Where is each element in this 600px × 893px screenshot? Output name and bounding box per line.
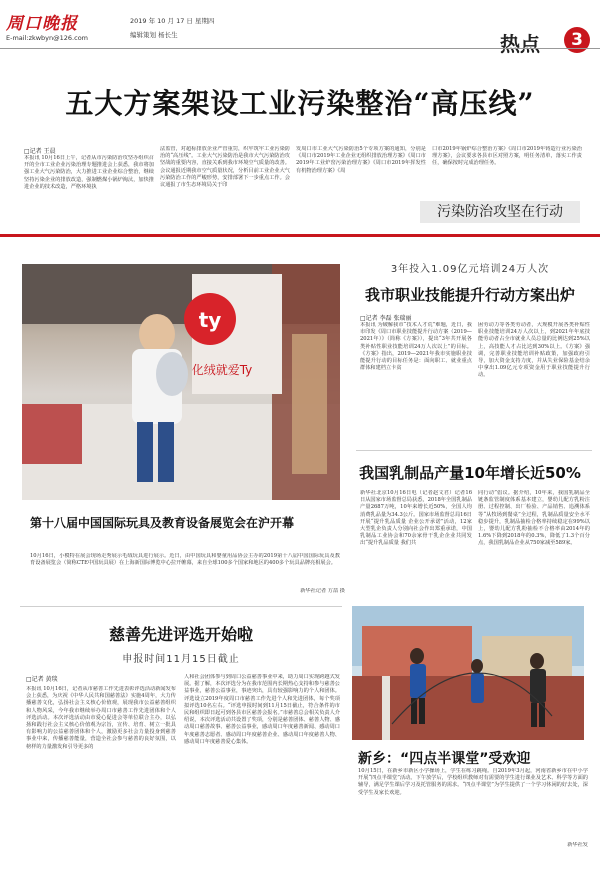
skills-title: 我市职业技能提升行动方案出炉 xyxy=(364,286,575,304)
issue-date: 2019 年 10 月 17 日 星期四 xyxy=(130,17,215,25)
page-number-badge: 3 xyxy=(564,27,590,53)
lead-column-2: 法监管，对超标排放企业严管重罚，织牢筑牢工业污染防治的“高压线”。工业大气污染防治是我市大气污染防治攻坚战的重要内容，直接关系到我市环境空气质量的改善。会议通报近期我市空气质量状况，分析目前工业企业大气污染防治工作的严峻形势，安排部署下一步重点工作。会议通报了市生态环境局关于印 xyxy=(160,146,290,189)
skills-byline: □记者 李磊 张瑞丽 xyxy=(360,315,412,322)
toy-expo-credit: 新华社记者 方喆 摄 xyxy=(300,588,345,594)
charity-title: 慈善先进评选开始啦 xyxy=(108,625,253,644)
newspaper-logo: 周口晚报 xyxy=(6,14,78,34)
dairy-column-1: 新华社北京10月16日电（记者赵文君）记者16日从国家市场监督总局获悉，2018年全国乳制品产量2687万吨，10年来增长近50%，全国人均消费乳品量为34.3公斤。国家市场监督总局16日开展“提升乳品质量 企业公开承诺”活动，12家大型乳企负责人分别向社会作出郑重承诺，中国乳制品工业协会和70余家骨干乳企企业共同发出“提升乳品质量 我们共 xyxy=(360,490,472,547)
lead-column-4: 口市2019年锅炉综合整治方案》《周口市2019年铸造行业污染治理方案》，会议要求各县市区对照方案，明任务清单，落实工作责任，确保按时完成治理任务。 xyxy=(432,146,582,167)
email: E-mail:zkwbyn@126.com xyxy=(6,34,89,42)
lead-column-1: 本报讯 10月16日上午，记者从市污染防治攻坚办组织召开的全市工业企业污染治理专题推进会上获悉，我市将加强工业大气污染防治，大力推进工业企业综合整治，继续坚持污染企业的排放改造，强制燃煤小锅炉淘汰，加快推进企业的技术改造，严格环境执 xyxy=(24,155,154,190)
charity-divider xyxy=(20,606,342,607)
section-title: 热点 xyxy=(500,32,540,56)
skills-column-2: 困劳动力等各类劳动者，大规模开展各类补贴性职业技能培训24万人次以上，到2021年年底技能劳动者占全市就业人员总量的比例达到25%以上，高技能人才占比达到30%以上。《方案》强调，完善职业技能培训补贴政策，加强政府引导，加大资金支持力度，并从失业保险基金结余中拿出1.09亿元专项资金用于职业技能提升行动。 xyxy=(478,322,590,379)
lead-byline: □记者 王晨 xyxy=(24,148,56,155)
charity-byline: □记者 黄琰 xyxy=(26,676,58,683)
charity-column-2: 人和社会团体参与到周口公益慈善事业中来，助力周口实现跨越式发展。据了解，本次评选分为在我市范围内长期热心支持和参与慈善公益事业，慈善公益事业，事迹突出，具有较强影响力的个人和团体。评选设立2019年度周口市慈善工作先进个人和先进团体，每个奖项拟评选10名左右。“评选申报时间到11月15日截止，符合条件的市民和组织即日起可到各县市区慈善会报名。”市慈善总会相关负责人介绍说，本次评选活动共设置了奖项，分别是慈善团体、慈善人物、感动周口慈善故事、慈善公益事业，感动周口年度慈善新闻、感动周口年度慈善志愿者、感动周口年度慈善企业、感动周口年度慈善人物、感动周口年度慈善爱心集体。 xyxy=(184,674,340,745)
photo-slogan: 化绒就爱Ty xyxy=(191,363,253,377)
skills-divider xyxy=(356,450,592,451)
after-school-illustration xyxy=(352,606,584,740)
lead-column-3: 发周口市工业大气污染防治5个专项方案的通知，分别是《周口市2019年工业企业无组织排放治理方案》《周口市2019年工业炉窑污染治理方案》《周口市2019年挥发性有机物治理方案》《周 xyxy=(296,146,426,174)
charity-column-1: 本报讯 10月16日，记者从市慈善工作先进表彰评选活动新闻发布会上获悉，为庆祝《中华人民共和国慈善法》实施4周年，大力传播慈善文化，弘扬社会主义核心价值观，展现我市公益慈善组织和人物风采，今年我市继续举办周口市慈善工作先进团体和个人评选活动。本次评选活动由市爱心促进会等单位联合主办，以弘扬和践行社会主义核心价值观为宗旨，宣传、培育、树立一批具有影响力的公益慈善团体和个人，激励更多社会力量投身到慈善事业中来，传播慈善能量，营造全社会参与慈善的良好氛围，以榜样的力量激发和引导更多的 xyxy=(26,686,176,750)
charity-subtitle: 申报时间11月15日截止 xyxy=(122,654,240,665)
pollution-banner: 污染防治攻坚在行动 xyxy=(420,201,580,223)
toy-expo-body: 10月16日，小模特在展会现场走秀展示毛绒玩具进行展示。近日，由中国玩具和婴童用品协会主办的2019第十八届中国国际玩具及教育设备展览会（简称CTE中国玩具展）在上海新国际博览中心拉开帷幕，来自全球100多个国家和地区的400多个玩具品牌亮相展会。 xyxy=(30,553,340,567)
skills-column-1: 本报讯 为破解我市“技术人才荒”难题，近日，我市印发《周口市职业技能提升行动方案（2019—2021年）》（简称《方案》），提出“3年共开展各类补贴性职业技能培训24万人次以上”的目标。《方案》指出，2019—2021年我市实施职业技能提升行动的目标任务是：面向职工、就业重点群体和建档立卡贫 xyxy=(360,322,472,372)
toy-expo-photo xyxy=(22,264,340,500)
lead-headline: 五大方案架设工业污染整治“高压线” xyxy=(65,87,535,120)
section-divider-red xyxy=(0,234,600,237)
toy-expo-title: 第十八届中国国际玩具及教育设备展览会在沪开幕 xyxy=(30,516,295,530)
after-school-title: 新乡：“四点半课堂”受欢迎 xyxy=(358,751,531,767)
after-school-credit: 新华社发 xyxy=(567,842,588,848)
after-school-photo xyxy=(352,606,584,740)
dairy-column-2: 同行动”倡议。据介绍，10年来，我国乳制品全链条监管制度体系基本建立，婴幼儿配方乳粉注册、过程控制、出厂检验、产品销售、追溯体系等“从牧场到餐桌”全过程，乳制品质量安全水平稳步提升，乳制品抽检合格率持续稳定在99%以上，婴幼儿配方乳粉抽检不合格率由2014年的1.6%下降到2018年的0.3%，降低了1.3个百分点，我国乳制品企业从750家减至589家。 xyxy=(478,490,590,547)
toy-expo-illustration xyxy=(22,264,340,500)
masthead-divider xyxy=(0,48,600,49)
editor-credit: 编辑策划 杨长生 xyxy=(130,31,178,39)
ty-logo-text: ty xyxy=(198,308,222,332)
after-school-body: 10月15日，在新乡市新区小学操场上，学生在练习跳绳。自2019年3月起，河南省新乡市在中小学开展“四点半课堂”活动。下午放学后，学校组织教师对有需要的学生进行课业及艺术、科学等方面的辅导，满足学生课后学习及托管服务的需求。“四点半课堂”为学生提供了一个学习休闲的好去处，深受学生及家长欢迎。 xyxy=(358,768,588,796)
skills-subtitle: 3年投入1.09亿元培训24万人次 xyxy=(390,264,550,275)
dairy-title: 我国乳制品产量10年增长近50% xyxy=(359,464,581,482)
